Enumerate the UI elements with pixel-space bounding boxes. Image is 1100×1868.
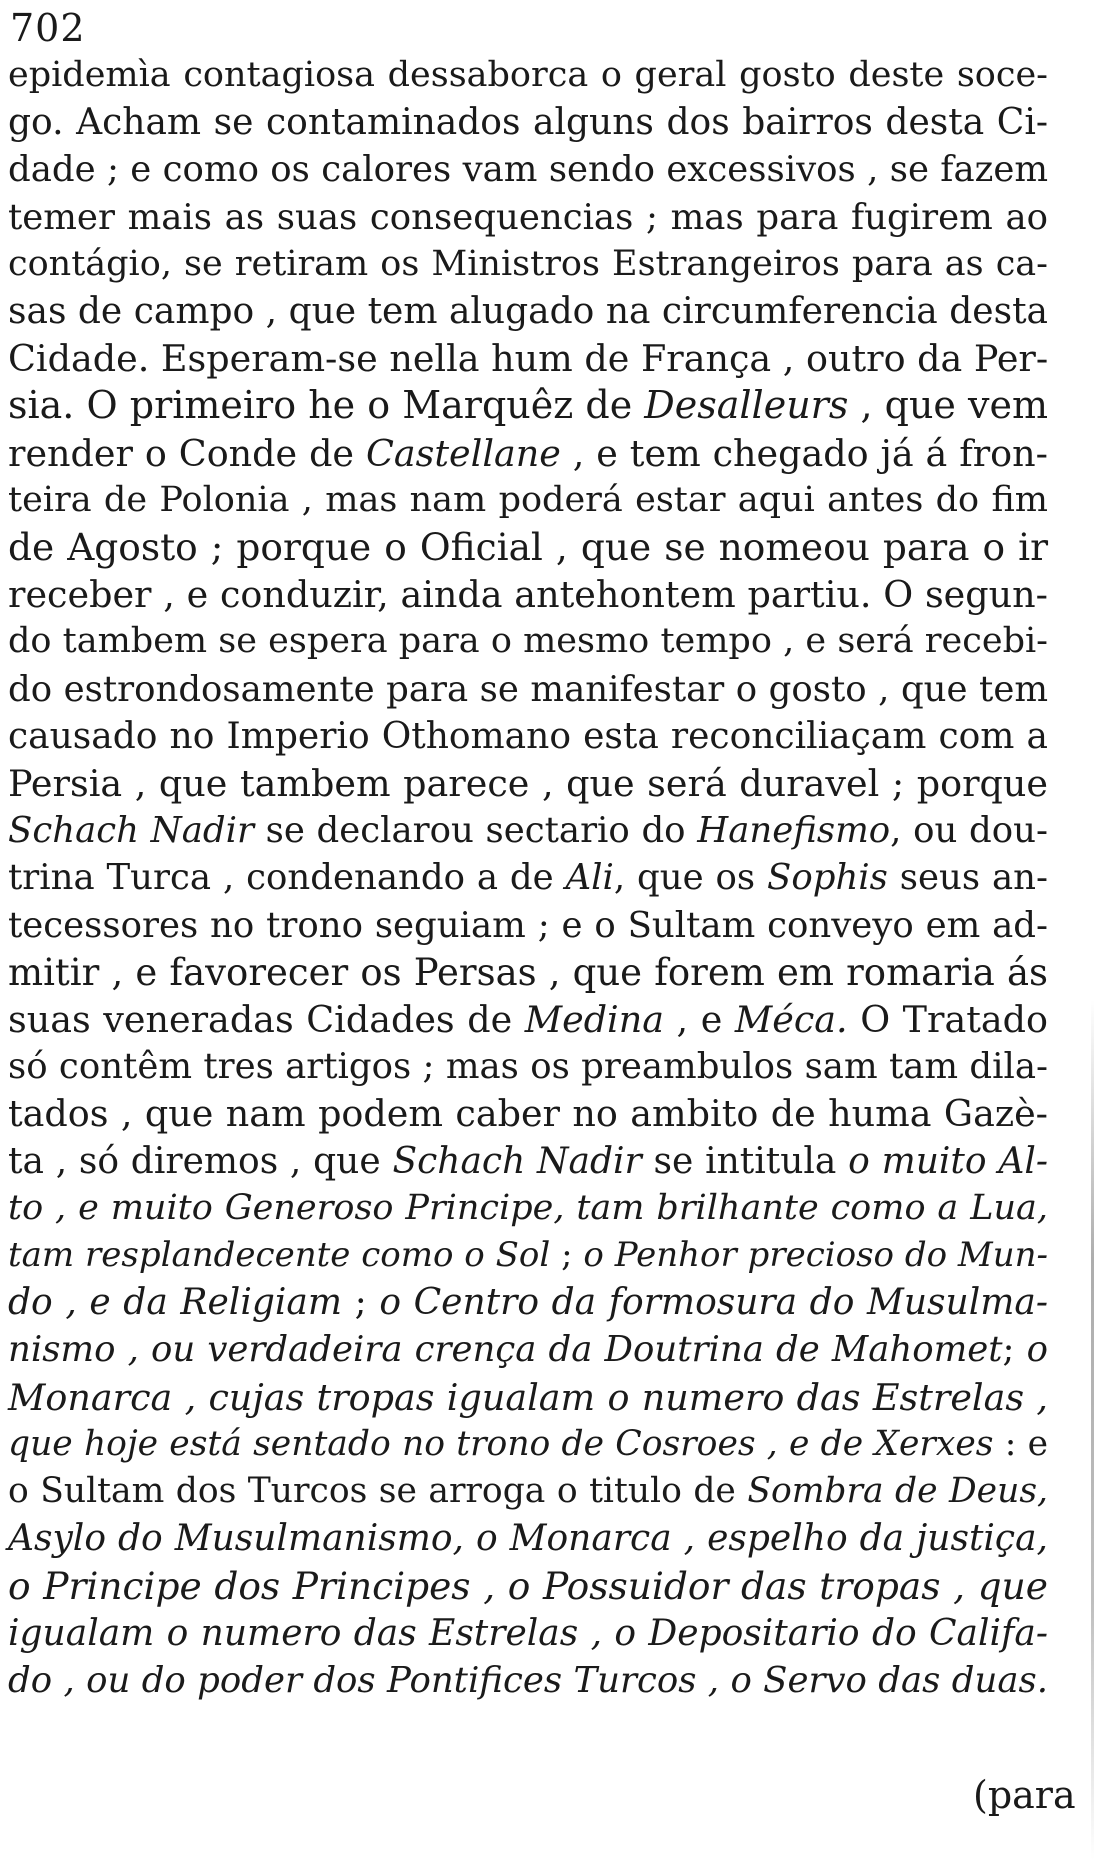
text-segment: do estrondosamente para se manifestar o gosto , que tem — [8, 668, 1048, 710]
text-segment: trina Turca , condenando a de — [8, 857, 566, 899]
text-line — [8, 288, 1048, 335]
text-line — [8, 949, 1048, 996]
text-segment: render o Conde de — [8, 431, 366, 475]
catchword: (para — [973, 1773, 1076, 1817]
text-line — [8, 1610, 1048, 1657]
italic-segment: Castellane — [365, 431, 561, 475]
text-line — [8, 996, 1048, 1043]
text-segment: só contêm tres artigos ; mas os preambulos sam tam dila- — [8, 1046, 1048, 1088]
text-line — [8, 1468, 1048, 1515]
text-segment: receber , e conduzir, ainda antehontem partiu. O segun- — [8, 573, 1048, 617]
italic-segment: Medina — [524, 998, 664, 1042]
text-line — [8, 1043, 1048, 1090]
italic-segment: Schach Nadir — [8, 810, 254, 852]
text-segment: contágio, se retiram os Ministros Estrangeiros para as ca- — [8, 243, 1048, 284]
italic-segment: o Centro da formosura do Musulma- — [379, 1282, 1048, 1324]
text-segment: , ou dou- — [890, 810, 1049, 852]
italic-segment: Ali — [565, 857, 614, 899]
page-edge-shadow — [1091, 1000, 1094, 1860]
italic-segment: Sophis — [767, 857, 888, 899]
text-line — [8, 666, 1048, 713]
text-segment: , que vem — [848, 383, 1048, 428]
text-segment: causado no Imperio Othomano esta reconciliaçam com a — [8, 715, 1048, 757]
italic-segment: o muito Al- — [848, 1140, 1048, 1182]
italic-segment: Schach Nadir — [392, 1140, 642, 1182]
text-line — [8, 807, 1048, 854]
text-segment: tecessores no trono seguiam ; e o Sultam conveyo em ad- — [8, 904, 1048, 946]
italic-segment: o Penhor precioso do Mun- — [583, 1235, 1049, 1276]
text-line — [8, 1138, 1048, 1185]
text-segment: epidemìa contagiosa dessaborca o geral gosto deste soce- — [8, 55, 1048, 95]
text-segment: ; — [342, 1282, 380, 1324]
text-line — [8, 1232, 1048, 1279]
italic-segment: Monarca , cujas tropas igualam o numero das Estrelas , — [8, 1375, 1048, 1419]
italic-segment: do , ou do poder dos Pontifices Turcos , o Servo das duas. — [8, 1659, 1048, 1701]
text-segment: se intitula — [641, 1140, 849, 1182]
text-line — [8, 1421, 1048, 1468]
text-line — [8, 1090, 1048, 1137]
text-segment: se declarou sectario do — [253, 810, 698, 852]
text-segment: Persia , que tambem parece , que será duravel ; porque — [8, 762, 1048, 806]
text-segment: ta , só diremos , que — [8, 1140, 393, 1182]
page-number: 702 — [10, 6, 86, 50]
text-line — [8, 1657, 1048, 1704]
italic-segment: o Principe dos Principes , o Possuidor das tropas , que — [8, 1563, 1048, 1608]
text-line — [8, 1185, 1048, 1232]
text-segment: ; — [1002, 1329, 1027, 1371]
italic-segment: Asylo do Musulmanismo, o Monarca , espelho da justiça, — [8, 1518, 1048, 1560]
text-segment: sas de campo , que tem alugado na circumferencia desta — [8, 291, 1048, 333]
text-segment: tados , que nam podem caber no ambito de huma Gazè- — [8, 1092, 1048, 1136]
text-segment: sia. O primeiro he o Marquêz de — [8, 383, 645, 428]
text-line — [8, 713, 1048, 760]
text-segment: , e — [664, 998, 735, 1042]
text-line — [8, 1374, 1048, 1421]
text-line — [8, 1515, 1048, 1562]
text-segment: temer mais as suas consequencias ; mas para fugirem ao — [8, 196, 1048, 238]
text-segment: go. Acham se contaminados alguns dos bairros desta Ci- — [8, 102, 1048, 144]
italic-segment: que hoje está sentado no trono de Cosroes , e de Xerxes — [8, 1423, 994, 1464]
body-text — [8, 52, 1048, 1704]
text-segment: mitir , e favorecer os Persas , que forem em romaria ás — [8, 950, 1048, 994]
text-line — [8, 854, 1048, 901]
italic-segment: o — [1026, 1329, 1049, 1371]
text-segment: seus an- — [887, 857, 1048, 899]
text-segment: : e — [993, 1423, 1048, 1464]
text-segment: do tambem se espera para o mesmo tempo , e será recebi- — [8, 621, 1048, 662]
text-segment: O Tratado — [847, 998, 1048, 1042]
text-line — [8, 902, 1048, 949]
italic-segment: Sombra de Deus, — [747, 1471, 1048, 1512]
text-line — [8, 52, 1048, 99]
text-segment: de Agosto ; porque o Oficial , que se nomeou para o ir — [8, 525, 1048, 570]
text-line — [8, 99, 1048, 146]
text-segment: ; — [550, 1235, 584, 1276]
text-line — [8, 382, 1048, 429]
text-segment: Cidade. Esperam-se nella hum de França , outro da Per- — [8, 337, 1049, 381]
text-line — [8, 241, 1048, 288]
text-line — [8, 430, 1048, 477]
text-line — [8, 477, 1048, 524]
italic-segment: do , e da Religiam — [8, 1282, 342, 1324]
italic-segment: nismo , ou verdadeira crença da Doutrina de Mahomet — [8, 1329, 1003, 1371]
italic-segment: tam resplandecente como o Sol — [8, 1235, 551, 1276]
text-line — [8, 335, 1048, 382]
italic-segment: to , e muito Generoso Principe, tam brilhante como a Lua, — [8, 1187, 1048, 1228]
text-segment: , e tem chegado já á fron- — [560, 431, 1048, 475]
text-segment: dade ; e como os calores vam sendo excessivos , se fazem — [8, 149, 1048, 191]
italic-segment: igualam o numero das Estrelas , o Depositario do Califa- — [8, 1612, 1048, 1654]
text-line — [8, 618, 1048, 665]
text-line — [8, 760, 1048, 807]
text-line — [8, 194, 1048, 241]
italic-segment: Hanefismo — [697, 810, 891, 852]
text-segment: , que os — [613, 857, 768, 899]
text-segment: suas veneradas Cidades de — [8, 998, 525, 1042]
italic-segment: Desalleurs — [644, 383, 849, 428]
italic-segment: Méca. — [734, 998, 848, 1042]
text-line — [8, 571, 1048, 618]
text-segment: o Sultam dos Turcos se arroga o titulo de — [8, 1471, 748, 1512]
text-line — [8, 524, 1048, 571]
text-line — [8, 1563, 1048, 1610]
text-line — [8, 1326, 1048, 1373]
text-line — [8, 146, 1048, 193]
text-segment: teira de Polonia , mas nam poderá estar aqui antes do fim — [8, 479, 1048, 520]
text-line — [8, 1279, 1048, 1326]
